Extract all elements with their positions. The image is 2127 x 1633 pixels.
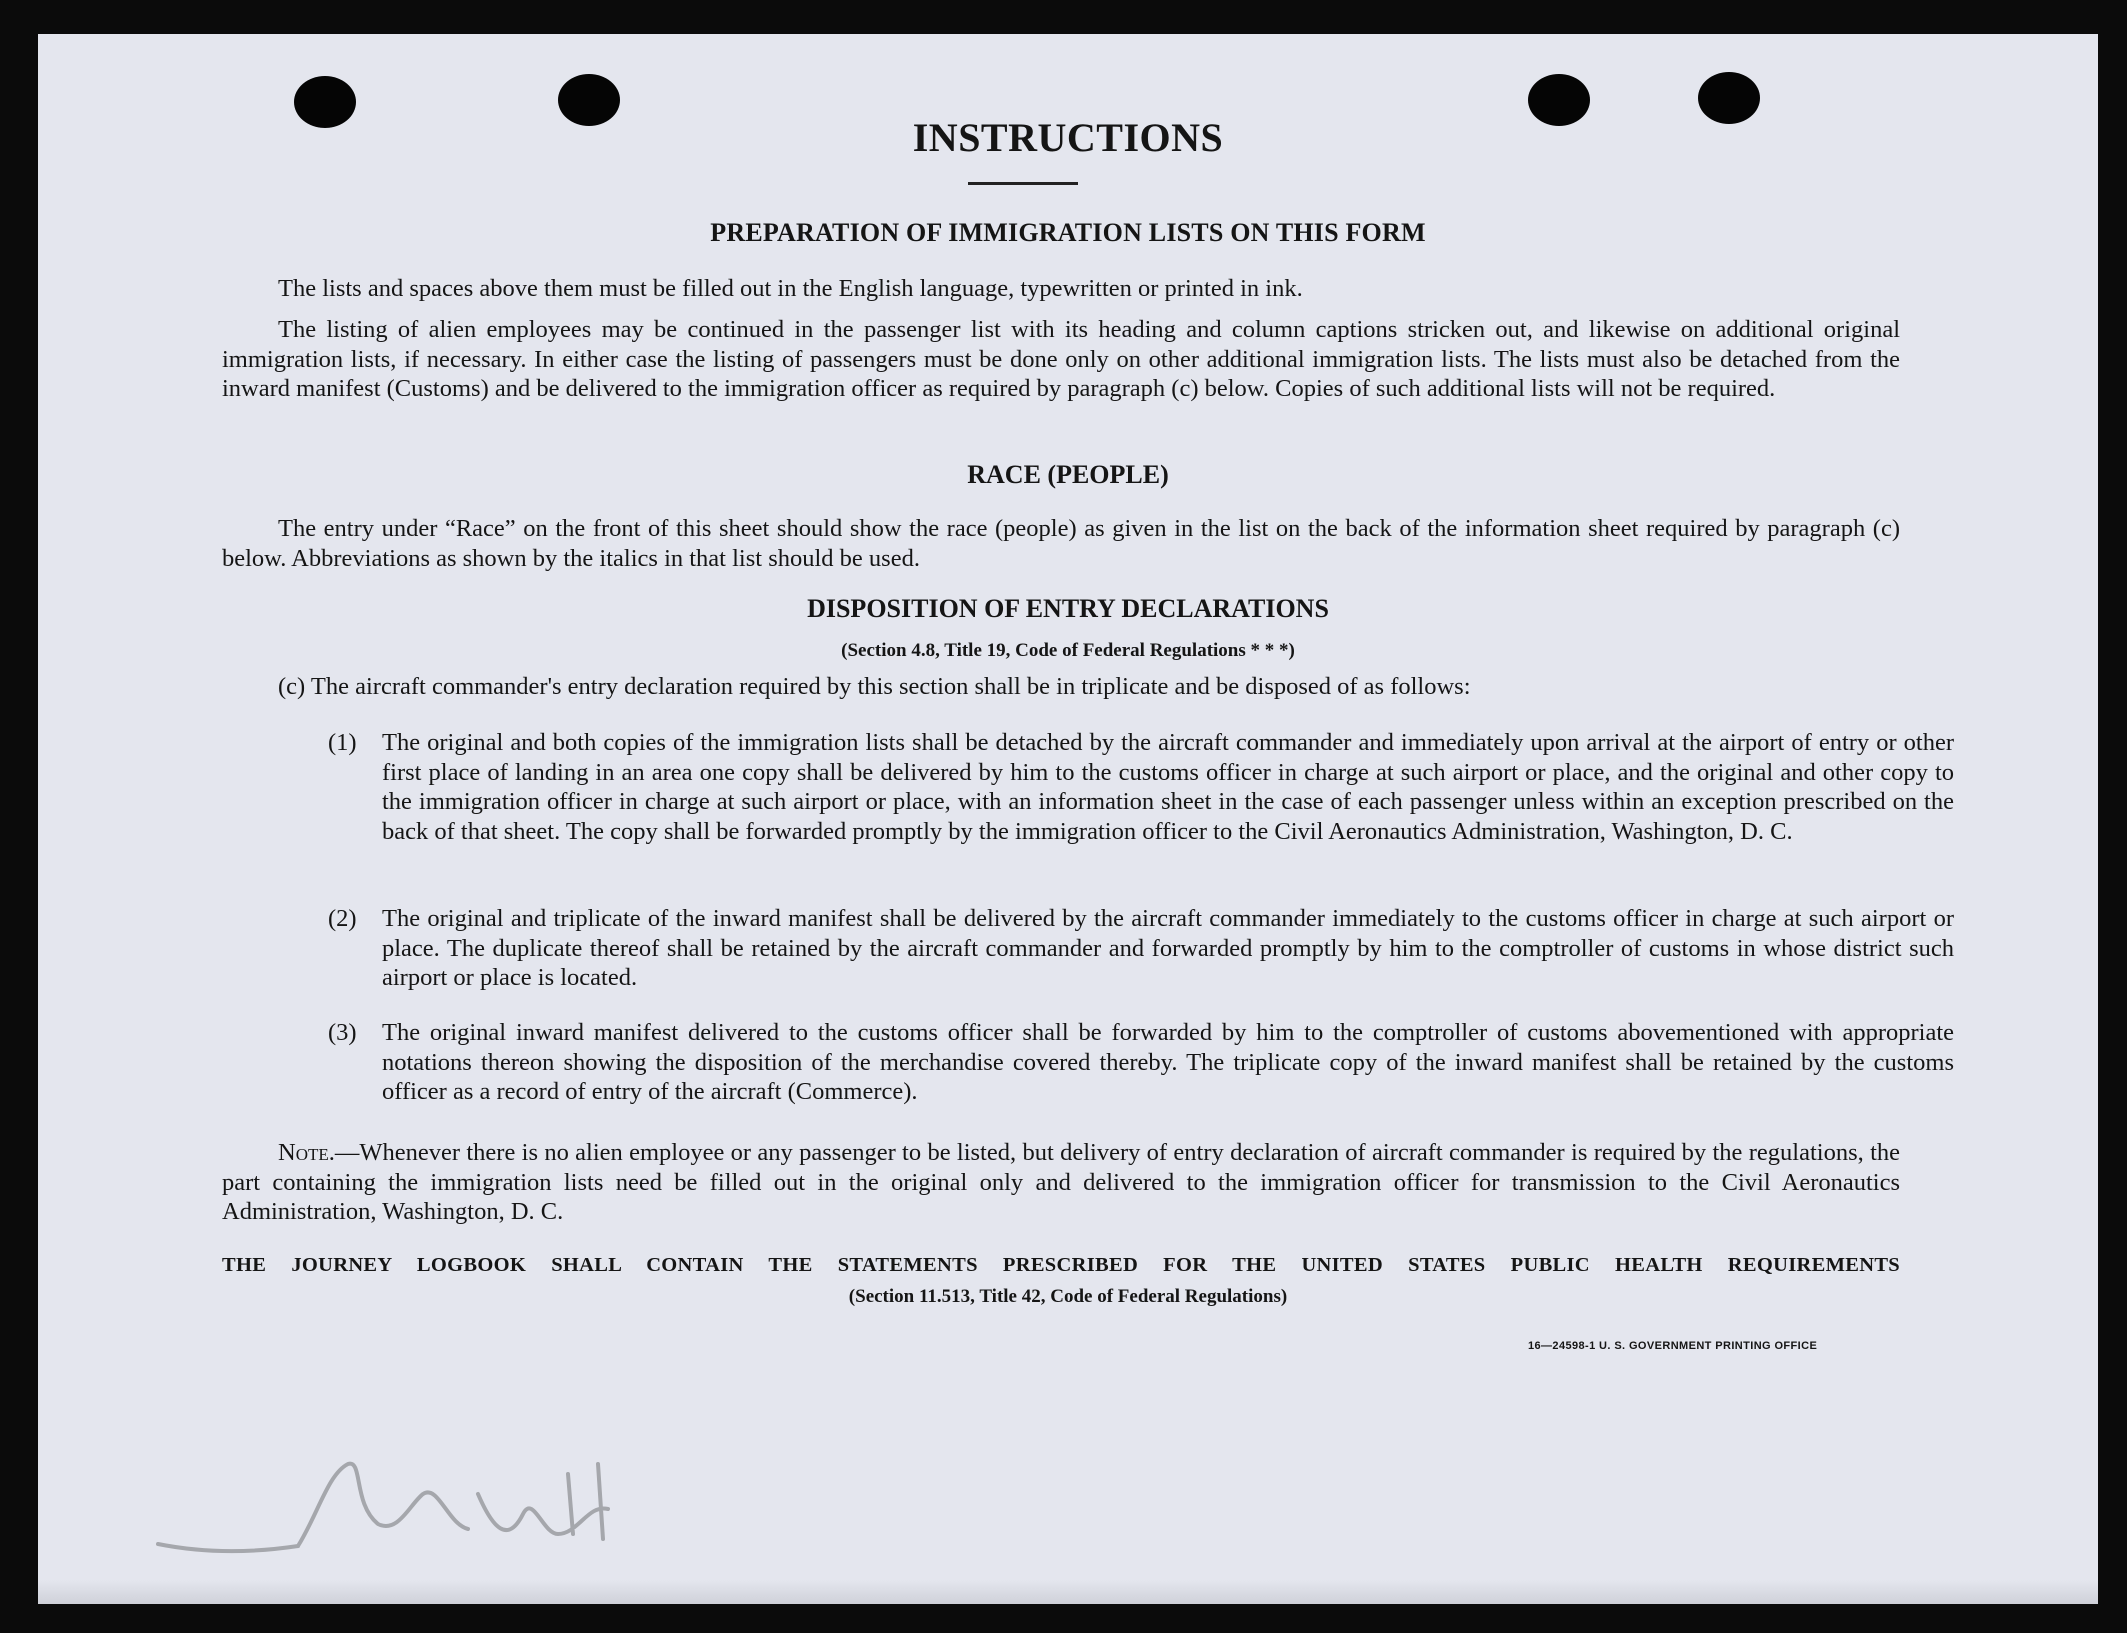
note-label: Note. <box>278 1139 335 1166</box>
paragraph-c-marker: (c) <box>278 673 306 700</box>
list-item-text: The original inward manifest delivered to the customs officer shall be forwarded by him to the comptroller of customs abovementioned with appropriate notations thereon showing the disposition of the merchandise covered thereby. The triplicate copy of the inward manifest shall be retained by the customs officer as a record of entry of the aircraft (Commerce). <box>382 1019 1954 1105</box>
paragraph-c-intro <box>278 672 1900 702</box>
printing-office-code: 16—24598-1 U. S. GOVERNMENT PRINTING OFFICE <box>1528 1340 1818 1352</box>
list-item-text: The original and both copies of the immigration lists shall be detached by the aircraft commander and immediately upon arrival at the airport of entry or other first place of landing in an area one copy shall be delivered by him to the customs officer in charge at such airport or place, and the original and other copy to the immigration officer in charge at such airport or place, with an information sheet in the case of each passenger unless within an exception prescribed on the back of that sheet. The copy shall be forwarded promptly by the immigration officer to the Civil Aeronautics Administration, Washington, D. C. <box>382 729 1954 845</box>
paragraph-race: The entry under “Race” on the front of this sheet should show the race (people) as given in the list on the back of the information sheet required by paragraph (c) below. Abbreviations as shown by the italics in that list should be used. <box>222 515 1900 572</box>
note-paragraph <box>222 1138 1900 1227</box>
list-item-number: (1) <box>328 729 357 756</box>
list-item <box>328 1018 1954 1107</box>
list-item-number: (3) <box>328 1019 357 1046</box>
logbook-citation: (Section 11.513, Title 42, Code of Federal Regulations) <box>848 1286 1288 1307</box>
paragraph-english-language: The lists and spaces above them must be filled out in the English language, typewritten or printed in ink. <box>278 275 1303 302</box>
note-text: —Whenever there is no alien employee or any passenger to be listed, but delivery of entry declaration of aircraft commander is required by the regulations, the part containing the immigration lists need be filled out in the original only and delivered to the immigration officer for transmission to the Civil Aeronautics Administration, Washington, D. C. <box>222 1139 1900 1225</box>
paragraph-alien-employees: The listing of alien employees may be continued in the passenger list with its heading and column captions stricken out, and likewise on additional original immigration lists, if necessary. In either case the listing of passengers must be done only on other additional immigration lists. The lists must also be detached from the inward manifest (Customs) and be delivered to the immigration officer as required by paragraph (c) below. Copies of such additional lists will not be required. <box>222 316 1900 402</box>
document-page <box>38 34 2098 1604</box>
logbook-statement: THE JOURNEY LOGBOOK SHALL CONTAIN THE STATEMENTS PRESCRIBED FOR THE UNITED STATES PUBLIC HEALTH REQUIREMENTS <box>222 1254 1900 1276</box>
section-heading-preparation: PREPARATION OF IMMIGRATION LISTS ON THIS FORM <box>710 218 1426 247</box>
disposition-citation: (Section 4.8, Title 19, Code of Federal Regulations * * *) <box>841 640 1295 661</box>
list-item-number: (2) <box>328 905 357 932</box>
faded-signature <box>148 1434 668 1564</box>
paragraph-c-text: The aircraft commander's entry declaration required by this section shall be in triplicate and be disposed of as follows: <box>310 673 1471 700</box>
list-item <box>328 728 1954 846</box>
page-bottom-edge <box>38 1580 2098 1604</box>
list-item <box>328 904 1954 993</box>
page-title: INSTRUCTIONS <box>912 115 1224 160</box>
title-underline <box>968 182 1078 185</box>
section-heading-race: RACE (PEOPLE) <box>967 460 1169 489</box>
list-item-text: The original and triplicate of the inward manifest shall be delivered by the aircraft commander immediately to the customs officer in charge at such airport or place. The duplicate thereof shall be retained by the aircraft commander and forwarded promptly by him to the comptroller of customs in whose district such airport or place is located. <box>382 905 1954 991</box>
section-heading-disposition: DISPOSITION OF ENTRY DECLARATIONS <box>807 594 1329 623</box>
